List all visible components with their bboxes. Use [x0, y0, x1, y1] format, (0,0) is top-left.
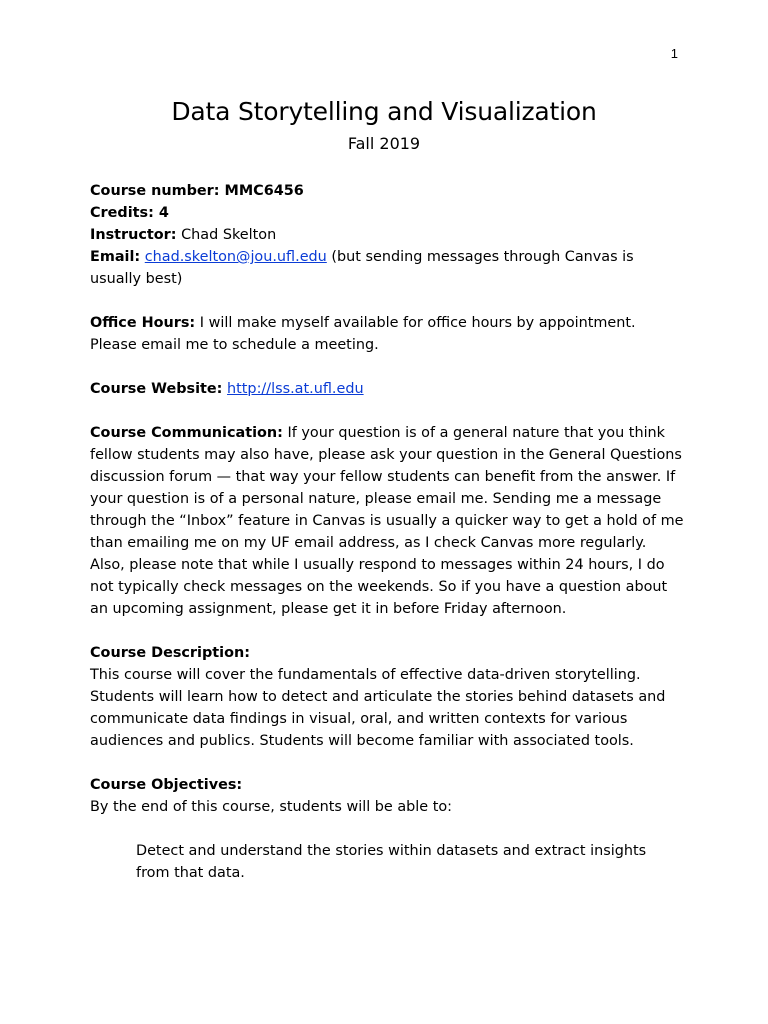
- objectives-heading: [90, 774, 684, 796]
- credits-line: [90, 202, 684, 224]
- email-note: (but sending messages through Canvas is usually best): [90, 249, 634, 287]
- office-hours-section: [90, 312, 684, 356]
- objectives-section: [90, 774, 684, 884]
- email-line: [90, 246, 684, 290]
- instructor-line: [90, 224, 684, 246]
- website-link[interactable]: http://lss.at.ufl.edu: [227, 381, 364, 397]
- objectives-label: Course Objectives:: [90, 777, 243, 793]
- description-section: [90, 642, 684, 752]
- description-label: Course Description:: [90, 645, 250, 661]
- office-hours-text: I will make myself available for office hours by appointment. Please email me to schedule a meeting.: [90, 315, 636, 353]
- instructor-name: Chad Skelton: [181, 227, 277, 243]
- credits-label: Credits: 4: [90, 205, 169, 221]
- description-heading: [90, 642, 684, 664]
- objective-item: Detect and understand the stories within datasets and extract insights from that data.: [136, 843, 647, 881]
- website-label: Course Website:: [90, 381, 223, 397]
- email-label: Email:: [90, 249, 141, 265]
- course-number-label: Course number: MMC6456: [90, 183, 304, 199]
- syllabus-content: [90, 180, 684, 884]
- communication-text: If your question is of a general nature that you think fellow students may also have, please ask your question in the General Questions discussion forum — that way your fellow students can benefit from the answer. If your question is of a personal nature, please email me. Sending me a message through the “Inbox” feature in Canvas is usually a quicker way to get a hold of me than emailing me on my UF email address, as I check Canvas more regularly. Also, please note that while I usually respond to messages within 24 hours, I do not typically check messages on the weekends. So if you have a question about an upcoming assignment, please get it in before Friday afternoon.: [90, 425, 684, 617]
- description-text: This course will cover the fundamentals of effective data-driven storytelling. Students will learn how to detect and articulate the stories behind datasets and communicate data findings in visual, oral, and written contexts for various audiences and publics. Students will become familiar with associated tools.: [90, 667, 666, 749]
- instructor-label: Instructor:: [90, 227, 177, 243]
- communication-section: [90, 422, 684, 620]
- office-hours-label: Office Hours:: [90, 315, 196, 331]
- document-term: Fall 2019: [347, 134, 421, 153]
- document-title: Data Storytelling and Visualization: [171, 97, 597, 126]
- communication-label: Course Communication:: [90, 425, 283, 441]
- email-link[interactable]: chad.skelton@jou.ufl.edu: [144, 249, 327, 265]
- course-info: [90, 180, 684, 290]
- website-section: [90, 378, 684, 400]
- page-number: 1: [670, 46, 678, 61]
- course-number-line: [90, 180, 684, 202]
- objectives-intro: By the end of this course, students will be able to:: [90, 799, 453, 815]
